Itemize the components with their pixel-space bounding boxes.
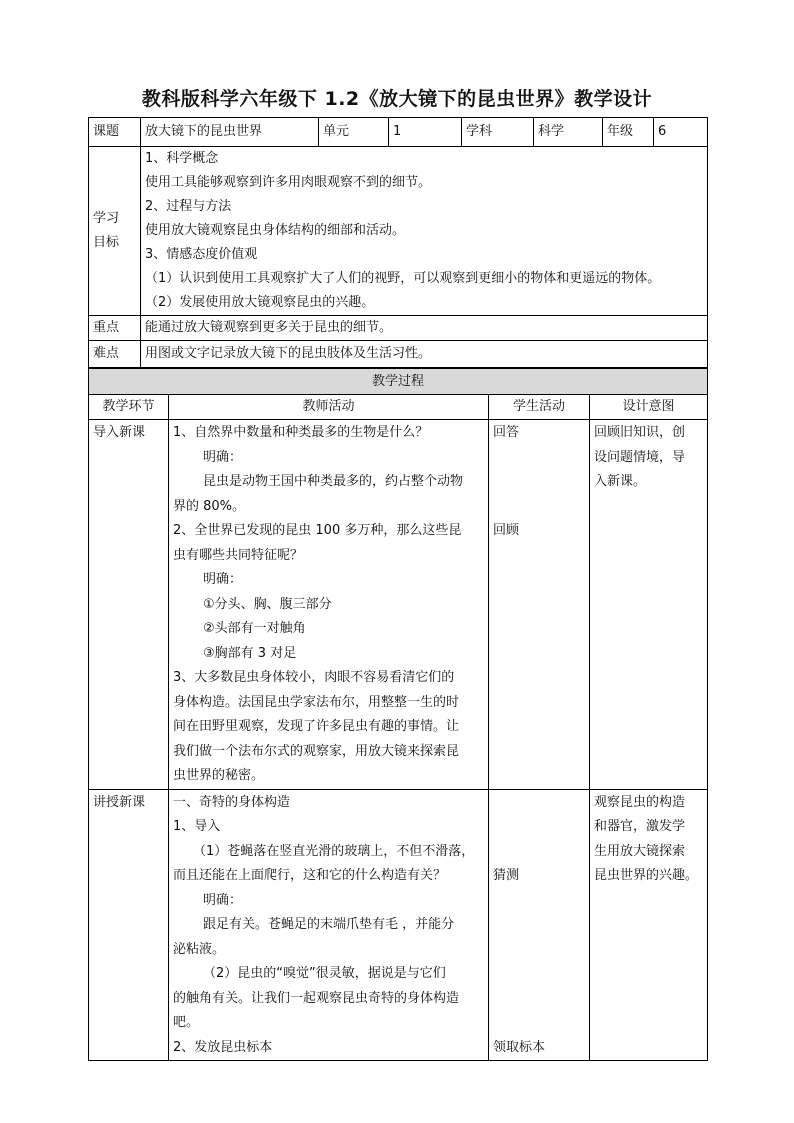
student-line: 猜测 (493, 868, 520, 883)
section-title-row (89, 369, 708, 395)
stage-row (89, 789, 708, 1061)
teacher-line: 身体构造。法国昆虫学家法布尔，用整整一生的时 (173, 694, 460, 710)
unit-value: 1 (389, 118, 462, 147)
column-header-row (89, 395, 708, 420)
goal-line: （1）认识到使用工具观察扩大了人们的视野，可以观察到更细小的物体和更遥远的物体。 (145, 271, 661, 286)
goals-label-line: 目标 (93, 235, 120, 250)
teacher-line: ③胸部有 3 对足 (203, 645, 297, 661)
design-intent (590, 789, 708, 1061)
teacher-line: 我们做一个法布尔式的观察家，用放大镜来探索昆 (173, 743, 460, 759)
goal-line: 3、情感态度价值观 (145, 247, 258, 262)
student-line: 回答 (493, 425, 520, 440)
student-activity (489, 420, 590, 790)
intent-line: 回顾旧知识，创 (594, 425, 686, 440)
column-header: 学生活动 (489, 395, 590, 420)
teacher-line: 明确： (203, 572, 243, 587)
teacher-line: 一、奇特的身体构造 (173, 794, 291, 810)
intent-line: 和器官，激发学 (594, 819, 686, 834)
teacher-activity (169, 420, 489, 790)
teacher-line: 虫有哪些共同特征呢？ (173, 547, 304, 563)
teaching-process-table (88, 368, 708, 1061)
stage-row (89, 420, 708, 790)
student-activity (489, 789, 590, 1061)
topic-value: 放大镜下的昆虫世界 (141, 118, 319, 147)
key-point-row (89, 316, 708, 341)
header-row (89, 118, 708, 147)
difficulty-row (89, 341, 708, 368)
subject-label: 学科 (462, 118, 534, 147)
teacher-line: 明确： (203, 449, 243, 465)
topic-label: 课题 (89, 118, 141, 147)
goals-content (141, 147, 708, 316)
teacher-line: 泌粘液。 (173, 941, 226, 957)
page-title: 教科版科学六年级下 1.2《放大镜下的昆虫世界》教学设计 (141, 88, 653, 110)
student-line: 领取标本 (493, 1039, 546, 1055)
teacher-line: 的触角有关。让我们一起观察昆虫奇特的身体构造 (173, 990, 460, 1006)
teacher-line: ②头部有一对触角 (203, 621, 306, 636)
teacher-line: ①分头、胸、腹三部分 (203, 596, 332, 612)
intent-line: 昆虫世界的兴趣。 (594, 868, 699, 883)
teacher-line: 而且还能在上面爬行，这和它的什么构造有关？ (173, 868, 447, 883)
column-header: 设计意图 (590, 395, 708, 420)
goal-line: 1、科学概念 (145, 151, 219, 166)
goal-line: 使用工具能够观察到许多用肉眼观察不到的细节。 (145, 175, 432, 190)
teacher-line: 1、自然界中数量和种类最多的生物是什么？ (173, 425, 429, 440)
goals-label (89, 147, 141, 316)
teacher-line: 1、导入 (173, 819, 221, 834)
intent-line: 设问题情境，导 (594, 449, 686, 465)
subject-value: 科学 (534, 118, 603, 147)
teacher-line: 界的 80%。 (173, 498, 246, 514)
grade-value: 6 (654, 118, 708, 147)
teacher-line: 吧。 (173, 1015, 200, 1030)
key-point-value: 能通过放大镜观察到更多关于昆虫的细节。 (141, 316, 708, 341)
teacher-line: 2、发放昆虫标本 (173, 1039, 273, 1055)
intent-line: 生用放大镜探索 (594, 843, 686, 859)
grade-label: 年级 (603, 118, 654, 147)
teacher-line: 3、大多数昆虫身体较小，肉眼不容易看清它们的 (173, 670, 455, 685)
teacher-activity (169, 789, 489, 1061)
stage-name: 讲授新课 (89, 789, 169, 1061)
teacher-line: 昆虫是动物王国中种类最多的，约占整个动物 (203, 474, 464, 489)
unit-label: 单元 (319, 118, 389, 147)
goals-row (89, 147, 708, 316)
teacher-line: 跟足有关。苍蝇足的末端爪垫有毛 ，并能分 (203, 917, 455, 932)
teacher-line: 虫世界的秘密。 (173, 768, 265, 783)
goal-line: （2）发展使用放大镜观察昆虫的兴趣。 (145, 295, 375, 310)
key-point-label: 重点 (89, 316, 141, 341)
teacher-line: （1）苍蝇落在竖直光滑的玻璃上，不但不滑落， (193, 843, 475, 859)
difficulty-label: 难点 (89, 341, 141, 368)
section-title: 教学过程 (89, 369, 708, 395)
design-intent (590, 420, 708, 790)
difficulty-value: 用图或文字记录放大镜下的昆虫肢体及生活习性。 (141, 341, 708, 368)
teacher-line: 间在田野里观察，发现了许多昆虫有趣的事情。让 (173, 719, 460, 734)
intent-line: 入新课。 (594, 474, 647, 489)
goals-label-line: 学习 (93, 211, 120, 226)
student-line: 回顾 (493, 523, 520, 538)
goal-line: 2、过程与方法 (145, 199, 232, 214)
column-header: 教学环节 (89, 395, 169, 420)
goal-line: 使用放大镜观察昆虫身体结构的细部和活动。 (145, 223, 406, 238)
column-header: 教师活动 (169, 395, 489, 420)
intent-line: 观察昆虫的构造 (594, 794, 686, 810)
teacher-line: 2、全世界已发现的昆虫 100 多万种，那么这些昆 (173, 523, 462, 538)
stage-name: 导入新课 (89, 420, 169, 790)
teacher-line: 明确： (203, 892, 243, 908)
teacher-line: （2）昆虫的“嗅觉”很灵敏，据说是与它们 (203, 966, 446, 981)
lesson-info-table (88, 117, 708, 368)
